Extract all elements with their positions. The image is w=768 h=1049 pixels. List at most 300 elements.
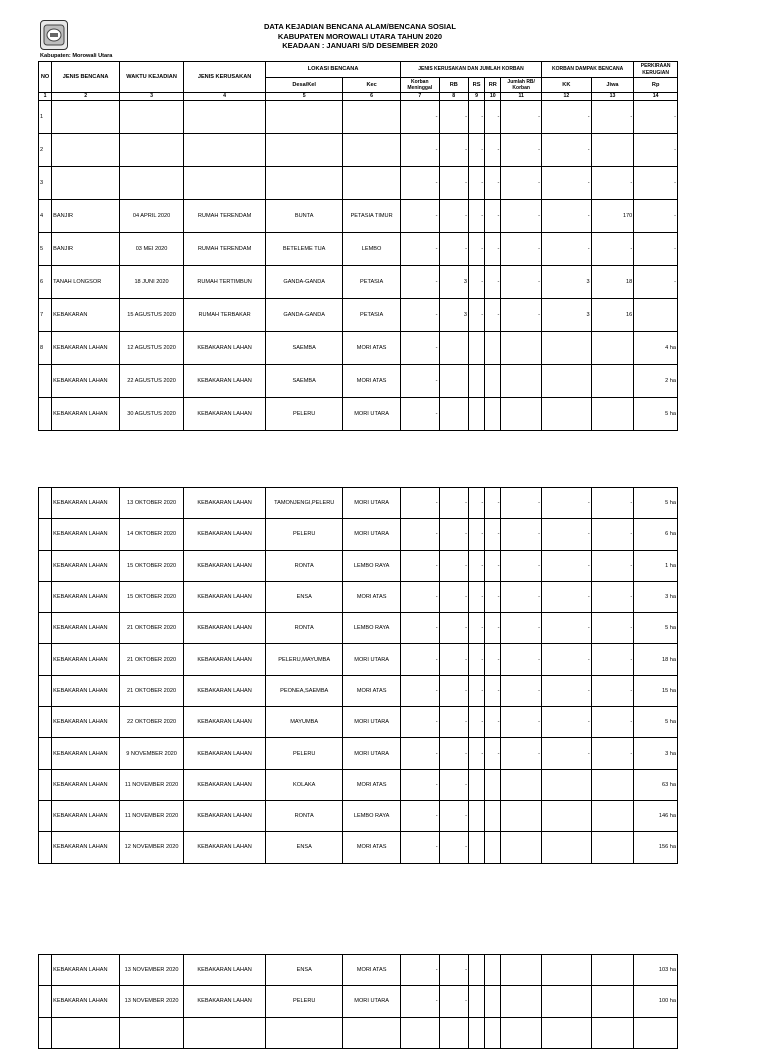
table-row [39,832,678,863]
cell-desa: BETELEME TUA [266,233,343,266]
cell-kk: - [541,200,591,233]
cell-jiwa: - [591,644,634,675]
cell-kec [343,1017,401,1048]
cell-rp: 5 ha [634,398,678,431]
cell-meninggal: - [401,769,440,800]
cell-kerusakan: KEBAKARAN LAHAN [184,488,266,519]
col-jumlah-rb-header: Jumlah RB/ Korban [501,78,542,93]
cell-rr: - [485,675,501,706]
cell-kec: MORI UTARA [343,644,401,675]
cell-jumlah: - [501,550,542,581]
cell-jumlah: - [501,613,542,644]
cell-meninggal: - [401,644,440,675]
table-row [39,167,678,200]
cell-jumlah: - [501,200,542,233]
cell-rp: 15 ha [634,675,678,706]
cell-kerusakan: KEBAKARAN LAHAN [184,581,266,612]
cell-kk: - [542,519,592,550]
cell-rb: - [439,519,468,550]
cell-desa: PELERU [266,738,343,769]
cell-desa: PELERU [266,398,343,431]
title-line-3: KEADAAN : JANUARI S/D DESEMBER 2020 [282,41,438,50]
cell-no [39,519,52,550]
table-row [39,738,678,769]
cell-rb: - [439,644,468,675]
col-jiwa-header: Jiwa [591,78,634,93]
col-rr-header: RR [485,78,501,93]
cell-jenis [52,101,120,134]
cell-kk [542,986,592,1017]
cell-kk: 3 [541,299,591,332]
table-row [39,707,678,738]
cell-meninggal: - [401,299,440,332]
cell-kk [542,800,592,831]
emblem-logo [40,20,68,50]
cell-kerusakan [184,101,266,134]
cell-kec: LEMBO RAYA [343,550,401,581]
cell-jumlah: - [501,581,542,612]
cell-jenis: KEBAKARAN LAHAN [52,986,120,1017]
cell-kec: PETASIA [343,299,401,332]
cell-waktu: 22 OKTOBER 2020 [120,707,184,738]
cell-jenis: KEBAKARAN LAHAN [52,613,120,644]
cell-rs: - [469,519,485,550]
disaster-table-section-1 [38,61,678,431]
cell-kk [542,955,592,986]
cell-rs [469,1017,485,1048]
cell-waktu: 14 OKTOBER 2020 [120,519,184,550]
cell-waktu: 22 AGUSTUS 2020 [120,365,184,398]
cell-meninggal: - [401,986,440,1017]
cell-waktu: 15 AGUSTUS 2020 [120,299,184,332]
cell-jenis: KEBAKARAN LAHAN [52,955,120,986]
cell-rb: - [439,550,468,581]
cell-rb: 3 [439,299,468,332]
cell-jiwa [591,332,634,365]
cell-jumlah: - [501,134,542,167]
cell-rp: 3 ha [634,738,678,769]
cell-rs: - [468,200,484,233]
cell-rs: - [469,488,485,519]
col-rb-header: RB [439,78,468,93]
cell-desa [266,134,343,167]
cell-rs [469,800,485,831]
cell-jenis: KEBAKARAN LAHAN [52,519,120,550]
cell-kk: - [542,550,592,581]
cell-rp [634,1017,678,1048]
cell-kerusakan [184,167,266,200]
cell-jumlah [501,832,542,863]
cell-jumlah: - [501,675,542,706]
cell-desa: SAEMBA [266,365,343,398]
cell-rp [634,299,678,332]
cell-rr: - [485,488,501,519]
cell-jiwa [591,769,634,800]
cell-jumlah: - [501,266,542,299]
cell-rb: - [439,200,468,233]
cell-kk: - [542,738,592,769]
cell-kec: MORI ATAS [343,832,401,863]
col-number-cell: 5 [266,93,343,101]
cell-no: 2 [39,134,52,167]
cell-no: 3 [39,167,52,200]
cell-kerusakan: RUMAH TERENDAM [184,233,266,266]
cell-kerusakan: KEBAKARAN LAHAN [184,986,266,1017]
cell-desa: PEONEA,SAEMBA [266,675,343,706]
cell-desa: ENSA [266,832,343,863]
cell-waktu: 21 OKTOBER 2020 [120,644,184,675]
cell-rb [439,1017,468,1048]
table-row [39,101,678,134]
cell-meninggal [401,1017,440,1048]
col-lokasi-header: LOKASI BENCANA [266,62,401,78]
cell-rb: - [439,675,468,706]
cell-jenis: KEBAKARAN LAHAN [52,644,120,675]
cell-rs: - [468,167,484,200]
cell-kec: MORI UTARA [343,488,401,519]
cell-rb: - [439,488,468,519]
cell-kerusakan: KEBAKARAN LAHAN [184,769,266,800]
cell-rb: - [439,233,468,266]
col-kec-header: Kec [343,78,401,93]
cell-rr [485,365,501,398]
cell-kerusakan: KEBAKARAN LAHAN [184,332,266,365]
cell-kerusakan: KEBAKARAN LAHAN [184,398,266,431]
cell-no: 8 [39,332,52,365]
cell-kerusakan: KEBAKARAN LAHAN [184,832,266,863]
cell-kec: LEMBO RAYA [343,800,401,831]
table-row [39,581,678,612]
cell-rp: - [634,101,678,134]
cell-kerusakan: KEBAKARAN LAHAN [184,707,266,738]
col-number-cell: 4 [184,93,266,101]
cell-rr [485,1017,501,1048]
cell-rs: - [468,266,484,299]
cell-rr: - [485,200,501,233]
cell-rs [469,769,485,800]
cell-rb: - [439,738,468,769]
cell-kk [542,832,592,863]
cell-rr: - [485,519,501,550]
cell-rp: - [634,266,678,299]
title-line-2: KABUPATEN MOROWALI UTARA TAHUN 2020 [277,31,443,41]
cell-kk: - [541,167,591,200]
col-number-cell: 12 [541,93,591,101]
cell-jiwa: - [591,550,634,581]
cell-no: 4 [39,200,52,233]
cell-kk: 3 [541,266,591,299]
cell-waktu: 11 NOVEMBER 2020 [120,800,184,831]
cell-waktu: 13 NOVEMBER 2020 [120,955,184,986]
cell-rr [485,832,501,863]
cell-no [39,550,52,581]
cell-jenis: KEBAKARAN LAHAN [52,707,120,738]
kabupaten-label: Kabupaten: Morowali Utara [40,53,113,59]
cell-kerusakan: RUMAH TERBAKAR [184,299,266,332]
cell-kec [343,134,401,167]
cell-jenis: KEBAKARAN LAHAN [52,365,120,398]
cell-no [39,675,52,706]
cell-no [39,398,52,431]
document-title [180,22,540,51]
disaster-table-section-2 [38,487,678,864]
cell-desa: RONTA [266,550,343,581]
cell-jumlah: - [501,101,542,134]
cell-jiwa [591,986,634,1017]
cell-rp: 2 ha [634,365,678,398]
cell-jenis [52,1017,120,1048]
cell-no [39,365,52,398]
cell-meninggal: - [401,955,440,986]
cell-rp: - [634,200,678,233]
cell-meninggal: - [401,266,440,299]
cell-jenis: KEBAKARAN LAHAN [52,800,120,831]
table-row [39,398,678,431]
cell-jenis: BANJIR [52,200,120,233]
cell-waktu: 18 JUNI 2020 [120,266,184,299]
table-row [39,488,678,519]
title-line-1: DATA KEJADIAN BENCANA ALAM/BENCANA SOSIAL [264,22,456,31]
cell-desa: RONTA [266,800,343,831]
cell-rp: 146 ha [634,800,678,831]
cell-waktu: 30 AGUSTUS 2020 [120,398,184,431]
cell-kk: - [541,233,591,266]
cell-jumlah: - [501,488,542,519]
cell-jumlah: - [501,707,542,738]
cell-rs [469,832,485,863]
cell-desa [266,1017,343,1048]
cell-no [39,644,52,675]
cell-rr [485,769,501,800]
cell-kec: MORI ATAS [343,675,401,706]
cell-rp: - [634,167,678,200]
cell-jumlah [501,332,542,365]
cell-meninggal: - [401,101,440,134]
col-number-cell: 3 [120,93,184,101]
cell-jenis: TANAH LONGSOR [52,266,120,299]
cell-rb: - [439,581,468,612]
cell-waktu [120,167,184,200]
cell-rp: 1 ha [634,550,678,581]
cell-kec: PETASIA TIMUR [343,200,401,233]
cell-rp: 5 ha [634,707,678,738]
cell-waktu: 12 AGUSTUS 2020 [120,332,184,365]
cell-rp: 6 ha [634,519,678,550]
table-row [39,550,678,581]
cell-desa: TAMONJENGI,PELERU [266,488,343,519]
cell-rp: 156 ha [634,832,678,863]
cell-rb [439,398,468,431]
cell-rr [485,955,501,986]
cell-jenis: KEBAKARAN LAHAN [52,398,120,431]
cell-kec: MORI ATAS [343,332,401,365]
cell-no [39,488,52,519]
cell-rs: - [469,581,485,612]
cell-waktu [120,101,184,134]
cell-kerusakan [184,1017,266,1048]
table-row [39,644,678,675]
cell-waktu: 12 NOVEMBER 2020 [120,832,184,863]
cell-rs: - [468,134,484,167]
col-rs-header: RS [468,78,484,93]
cell-rr: - [485,644,501,675]
cell-no [39,613,52,644]
cell-jiwa [591,832,634,863]
cell-no [39,986,52,1017]
table-row [39,233,678,266]
cell-waktu: 11 NOVEMBER 2020 [120,769,184,800]
cell-rr: - [485,707,501,738]
col-perkiraan-header: PERKIRAAN KERUGIAN [634,62,678,78]
col-number-cell: 1 [39,93,52,101]
cell-jenis: KEBAKARAN LAHAN [52,332,120,365]
cell-rs: - [469,707,485,738]
cell-kerusakan: KEBAKARAN LAHAN [184,644,266,675]
cell-jenis: KEBAKARAN LAHAN [52,550,120,581]
cell-kk [541,332,591,365]
cell-meninggal: - [401,233,440,266]
column-number-row [39,93,678,101]
cell-kk [541,365,591,398]
cell-desa: PELERU [266,986,343,1017]
cell-kec [343,101,401,134]
cell-jumlah: - [501,738,542,769]
table-row [39,365,678,398]
cell-jenis: KEBAKARAN LAHAN [52,581,120,612]
cell-meninggal: - [401,707,440,738]
col-no-header: NO [39,62,52,93]
cell-kec: MORI UTARA [343,738,401,769]
cell-waktu: 9 NOVEMBER 2020 [120,738,184,769]
cell-rb: - [439,134,468,167]
cell-rs: - [469,644,485,675]
col-desa-header: Desa/Kel [266,78,343,93]
cell-kec: MORI ATAS [343,581,401,612]
cell-rs: - [469,550,485,581]
cell-rs [469,986,485,1017]
cell-kec [343,167,401,200]
cell-kec: MORI UTARA [343,398,401,431]
cell-jumlah: - [501,167,542,200]
cell-meninggal: - [401,519,440,550]
cell-meninggal: - [401,332,440,365]
cell-jiwa: - [591,707,634,738]
cell-no [39,707,52,738]
cell-meninggal: - [401,581,440,612]
cell-jiwa [591,955,634,986]
cell-rb [439,332,468,365]
cell-kerusakan: KEBAKARAN LAHAN [184,800,266,831]
cell-kk: - [542,581,592,612]
cell-kerusakan: RUMAH TERTIMBUN [184,266,266,299]
cell-kec: MORI ATAS [343,365,401,398]
cell-meninggal: - [401,832,440,863]
cell-rr: - [485,613,501,644]
cell-jiwa: - [591,167,634,200]
cell-no [39,1017,52,1048]
cell-kerusakan: KEBAKARAN LAHAN [184,955,266,986]
cell-jiwa: 170 [591,200,634,233]
cell-jumlah: - [501,233,542,266]
cell-desa: MAYUMBA [266,707,343,738]
cell-rs: - [468,233,484,266]
cell-rp: 63 ha [634,769,678,800]
cell-rs: - [468,101,484,134]
col-korban-dampak-header: KORBAN DAMPAK BENCANA [541,62,633,78]
cell-kec: LEMBO RAYA [343,613,401,644]
cell-waktu: 13 NOVEMBER 2020 [120,986,184,1017]
cell-kerusakan: KEBAKARAN LAHAN [184,550,266,581]
cell-kk: - [542,675,592,706]
cell-rs: - [468,299,484,332]
cell-rr [485,398,501,431]
cell-rb: - [439,613,468,644]
cell-jumlah [501,1017,542,1048]
cell-jiwa: 18 [591,266,634,299]
cell-no: 7 [39,299,52,332]
cell-rr: - [485,550,501,581]
cell-rb: - [439,800,468,831]
cell-rp: 3 ha [634,581,678,612]
disaster-table-section-3 [38,954,678,1049]
cell-meninggal: - [401,365,440,398]
table-row [39,134,678,167]
cell-waktu [120,1017,184,1048]
cell-jenis: KEBAKARAN LAHAN [52,769,120,800]
cell-waktu: 15 OKTOBER 2020 [120,581,184,612]
cell-rs [468,398,484,431]
cell-kk: - [541,134,591,167]
cell-rp: 4 ha [634,332,678,365]
table-row [39,266,678,299]
cell-jiwa: - [591,675,634,706]
cell-no: 6 [39,266,52,299]
cell-rb: - [439,769,468,800]
table-row [39,800,678,831]
cell-rs [469,955,485,986]
cell-jiwa: - [591,738,634,769]
cell-rr: - [485,299,501,332]
cell-jumlah [501,800,542,831]
cell-rb: - [439,707,468,738]
cell-desa [266,101,343,134]
table-row [39,332,678,365]
cell-meninggal: - [401,167,440,200]
cell-rr: - [485,101,501,134]
col-number-cell: 14 [634,93,678,101]
cell-desa: PELERU,MAYUMBA [266,644,343,675]
cell-meninggal: - [401,675,440,706]
cell-meninggal: - [401,398,440,431]
cell-no [39,581,52,612]
cell-desa: RONTA [266,613,343,644]
cell-rr: - [485,581,501,612]
cell-no [39,769,52,800]
cell-desa: GANDA-GANDA [266,299,343,332]
cell-kerusakan: KEBAKARAN LAHAN [184,519,266,550]
cell-rb: - [439,986,468,1017]
cell-kerusakan: KEBAKARAN LAHAN [184,365,266,398]
cell-meninggal: - [401,550,440,581]
cell-no [39,800,52,831]
col-kk-header: KK [541,78,591,93]
cell-rs [468,365,484,398]
cell-jiwa: - [591,613,634,644]
cell-kec: LEMBO [343,233,401,266]
col-waktu-header: WAKTU KEJADIAN [120,62,184,93]
cell-rr: - [485,233,501,266]
col-jenis-kerusakan-header: JENIS KERUSAKAN [184,62,266,93]
